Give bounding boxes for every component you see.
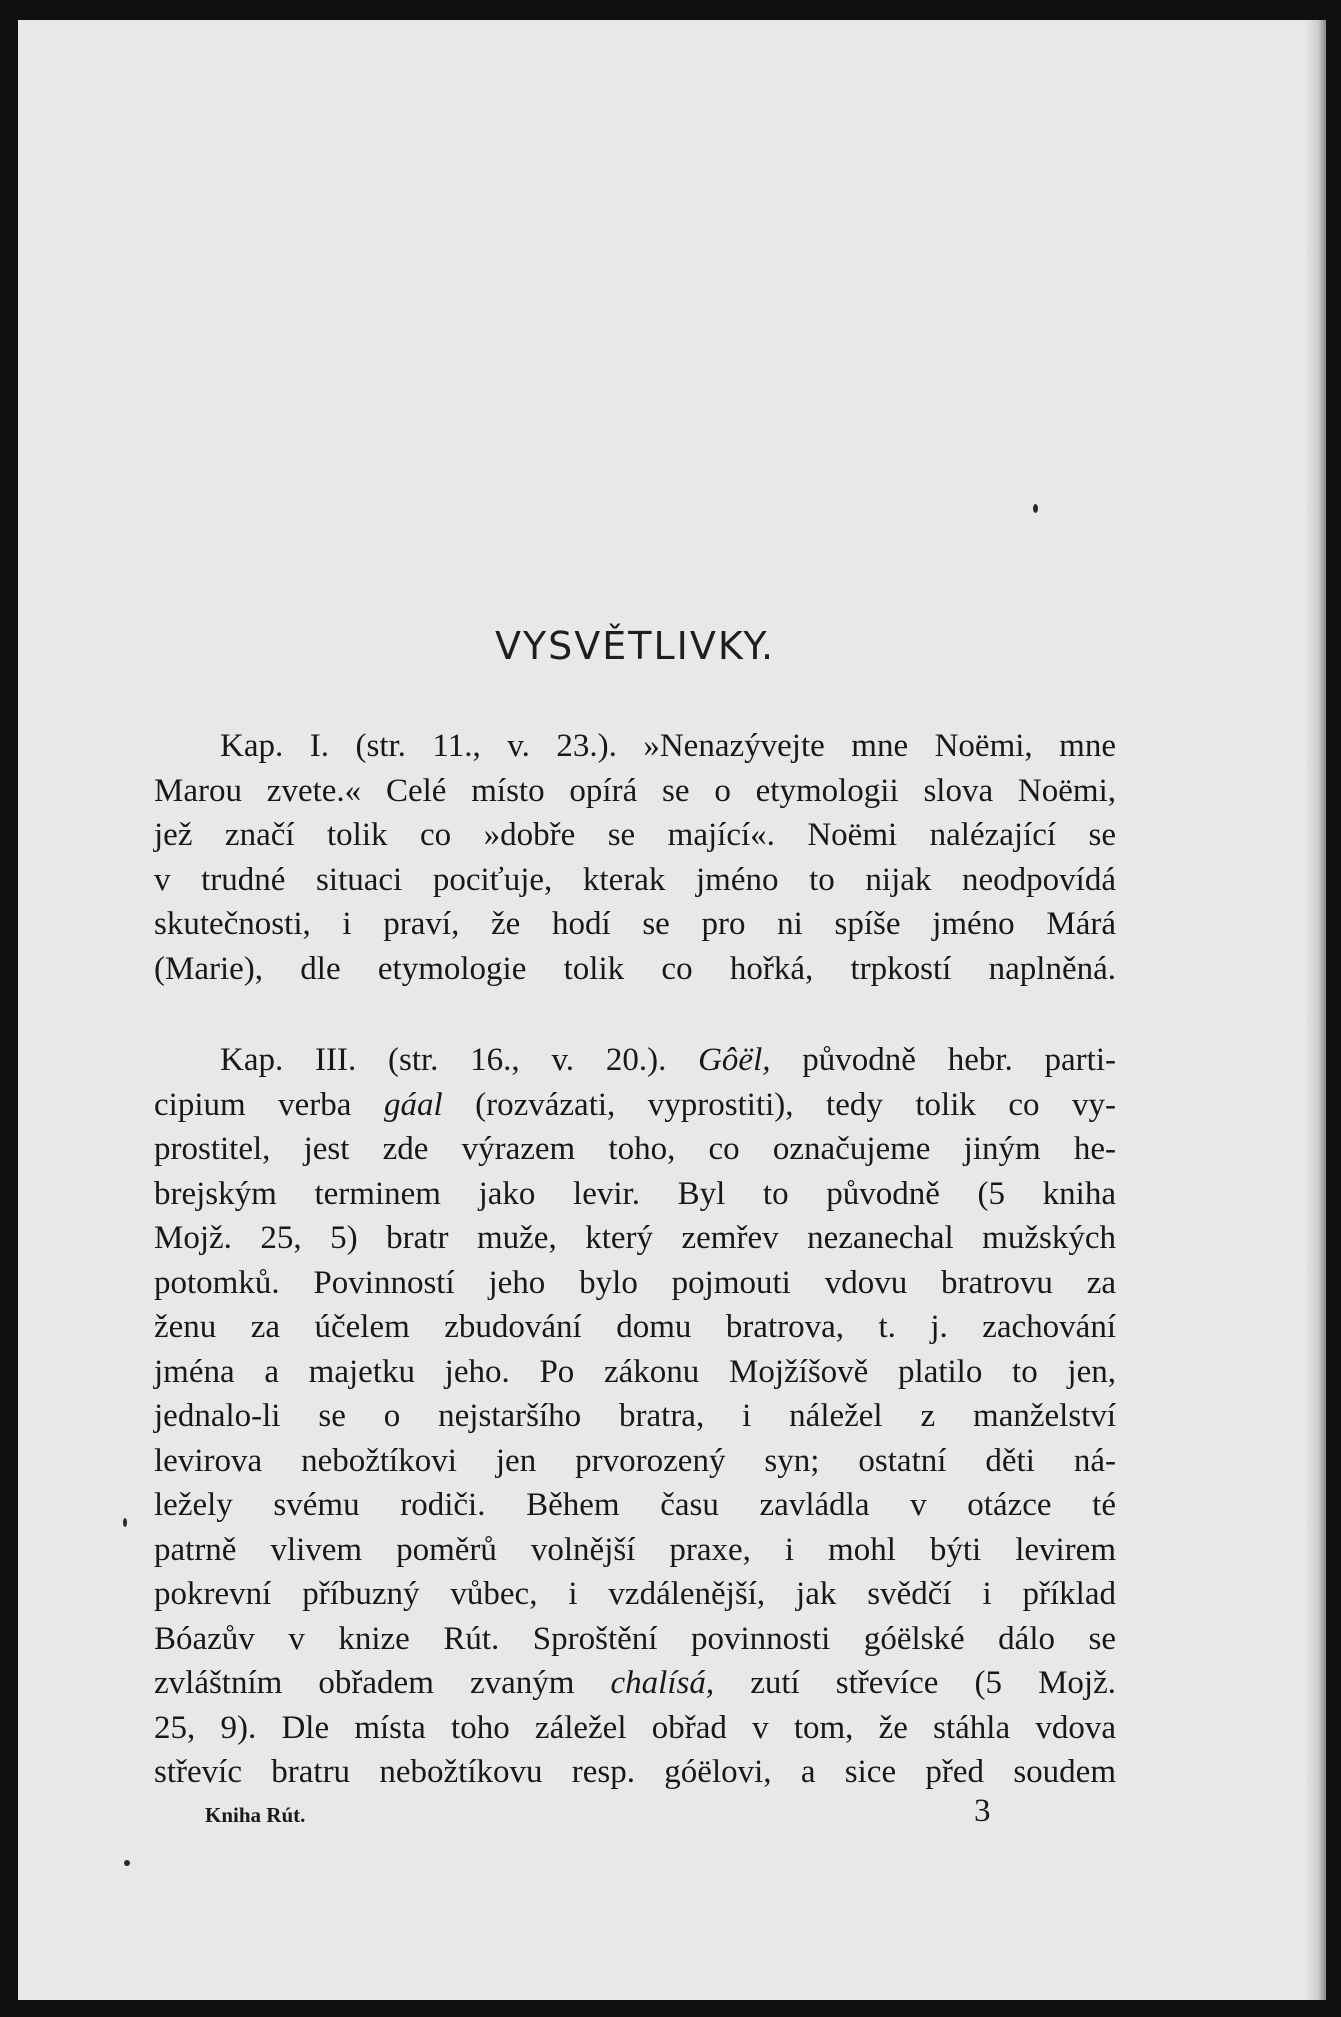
- text-line: Bóazův v knize Rút. Sproštění povinnosti góëlské dálo se: [154, 1620, 1116, 1657]
- text-line: potomků. Povinností jeho bylo pojmouti vdovu bratrovu za: [154, 1264, 1116, 1301]
- text-line: patrně vlivem poměrů volnější praxe, i mohl býti levirem: [154, 1531, 1116, 1568]
- footer-book-title: Kniha Rút.: [205, 1803, 306, 1827]
- text-line: střevíc bratru nebožtíkovu resp. góëlovi, a sice před soudem: [154, 1754, 1116, 1790]
- text-line: jež značí tolik co »dobře se mající«. Noëmi nalézající se: [154, 817, 1116, 853]
- text-line: v trudné situaci pociťuje, kterak jméno to nijak neodpovídá: [154, 861, 1116, 898]
- ink-speck: [1033, 504, 1038, 513]
- text-line: pokrevní příbuzný vůbec, i vzdálenější, jak svědčí i příklad: [154, 1576, 1116, 1612]
- text-line: ženu za účelem zbudování domu bratrova, t. j. zachování: [154, 1309, 1116, 1345]
- text-line: 25, 9). Dle místa toho záležel obřad v tom, že stáhla vdova: [154, 1709, 1116, 1746]
- page-number: 3: [974, 1793, 991, 1829]
- text-segment: zutí střevíce (5 Mojž.: [714, 1665, 1116, 1701]
- hebrew-term-chalisa: chalísá,: [610, 1665, 715, 1701]
- text-line: jména a majetku jeho. Po zákonu Mojžíšově platilo to jen,: [154, 1353, 1116, 1390]
- text-line: ležely svému rodiči. Během času zavládla v otázce té: [154, 1487, 1116, 1523]
- text-line: Kap. I. (str. 11., v. 23.). »Nenazývejte mne Noëmi, mne: [220, 728, 1116, 764]
- text-segment: (rozvázati, vyprostiti), tedy tolik co vy-: [442, 1086, 1117, 1123]
- page-title: VYSVĚTLIVKY.: [494, 624, 776, 668]
- hebrew-term-gaal: gáal: [383, 1086, 443, 1123]
- text-segment: cipium verba: [154, 1086, 384, 1123]
- text-line: brejským terminem jako levir. Byl to původně (5 kniha: [154, 1175, 1116, 1212]
- ink-speck: [123, 1518, 127, 1527]
- text-line: [154, 1661, 1116, 1706]
- book-page: [18, 20, 1326, 2000]
- ink-speck: [124, 1860, 130, 1866]
- text-line: jednalo-li se o nejstaršího bratra, i náležel z manželství: [154, 1398, 1116, 1434]
- note-chapter-1: [154, 724, 1116, 991]
- text-line: skutečnosti, i praví, že hodí se pro ni spíše jméno Márá: [154, 906, 1116, 942]
- page-edge-shadow: [1306, 20, 1326, 2000]
- text-line: prostitel, jest zde výrazem toho, co označujeme jiným he-: [154, 1131, 1116, 1167]
- text-segment: Kap. III. (str. 16., v. 20.).: [220, 1042, 699, 1078]
- note-chapter-3: [154, 1038, 1116, 1795]
- text-line: [154, 1083, 1116, 1128]
- hebrew-term-goel: Gôël,: [698, 1042, 771, 1078]
- text-line: (Marie), dle etymologie tolik co hořká, trpkostí naplněná.: [154, 950, 1116, 987]
- text-line: [154, 1038, 1116, 1083]
- text-segment: původně hebr. parti-: [770, 1042, 1116, 1078]
- text-line: levirova nebožtíkovi jen prvorozený syn; ostatní děti ná-: [154, 1442, 1116, 1479]
- text-line: Marou zvete.« Celé místo opírá se o etymologii slova Noëmi,: [154, 772, 1116, 809]
- text-line: Mojž. 25, 5) bratr muže, který zemřev nezanechal mužských: [154, 1220, 1116, 1256]
- text-segment: zvláštním obřadem zvaným: [154, 1665, 611, 1701]
